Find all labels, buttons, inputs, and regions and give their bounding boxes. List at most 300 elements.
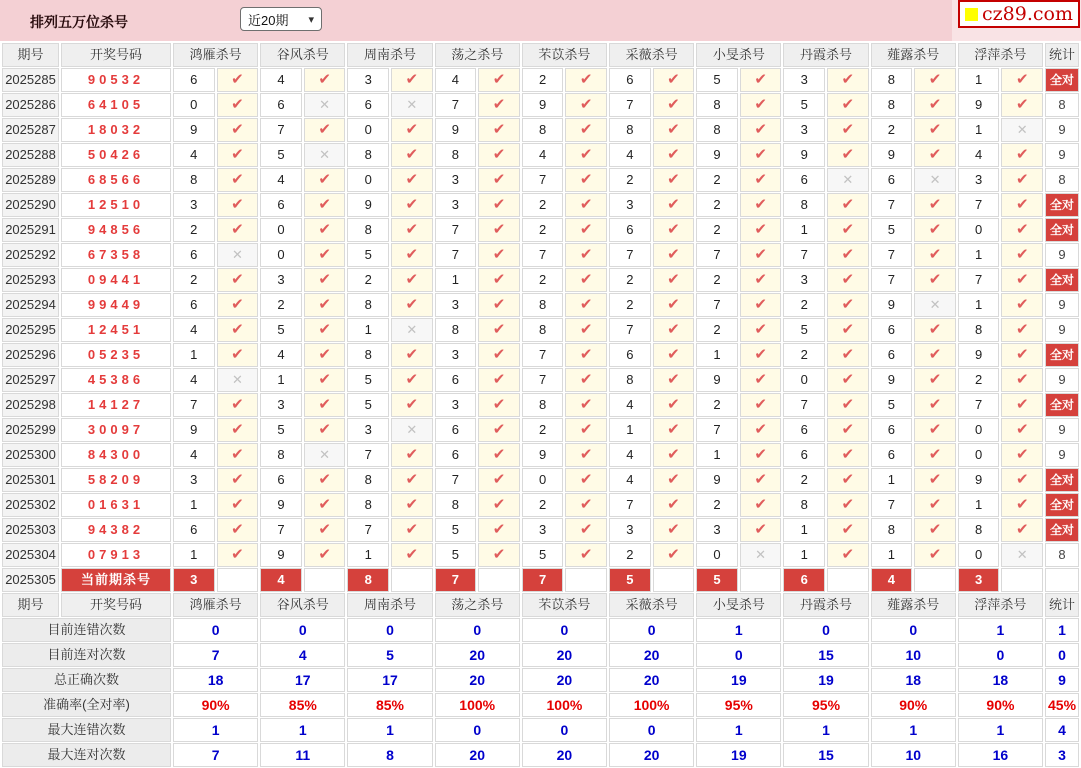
kill-mark-cell <box>1001 493 1043 517</box>
period-cell: 2025293 <box>2 268 59 292</box>
check-icon: ✔ <box>405 271 419 288</box>
kill-number-cell: 9 <box>260 493 302 517</box>
data-row <box>2 193 1079 217</box>
empty-mark-cell <box>304 568 346 592</box>
cross-icon: ✕ <box>929 297 941 312</box>
kill-number-cell: 2 <box>522 68 564 92</box>
kill-number-cell: 9 <box>958 468 1000 492</box>
data-row <box>2 543 1079 567</box>
kill-number-cell: 1 <box>347 543 389 567</box>
check-icon: ✔ <box>841 421 855 438</box>
check-icon: ✔ <box>231 271 244 288</box>
kill-number-cell: 0 <box>347 168 389 192</box>
kill-mark-cell <box>391 543 433 567</box>
kill-mark-cell <box>914 93 956 117</box>
kill-mark-cell <box>827 193 869 217</box>
check-icon: ✔ <box>492 521 506 538</box>
kill-number-cell: 9 <box>435 118 477 142</box>
empty-mark-cell <box>565 568 607 592</box>
check-icon: ✔ <box>492 196 506 213</box>
check-icon: ✔ <box>492 471 506 488</box>
kill-number-cell: 5 <box>347 368 389 392</box>
kill-number-cell: 8 <box>522 118 564 142</box>
check-icon: ✔ <box>1015 96 1029 113</box>
summary-value-cell: 1 <box>173 718 258 742</box>
kill-number-cell: 7 <box>347 443 389 467</box>
kill-mark-cell <box>914 143 956 167</box>
kill-mark-cell <box>565 168 607 192</box>
kill-mark-cell <box>478 193 520 217</box>
kill-number-cell: 9 <box>696 468 738 492</box>
kill-mark-cell <box>653 93 695 117</box>
kill-mark-cell <box>304 268 346 292</box>
kill-number-cell: 9 <box>260 543 302 567</box>
kill-mark-cell <box>653 218 695 242</box>
check-icon: ✔ <box>231 296 244 313</box>
check-icon: ✔ <box>492 271 506 288</box>
check-icon: ✔ <box>928 146 942 163</box>
kill-mark-cell <box>391 243 433 267</box>
summary-value-cell: 16 <box>958 743 1043 767</box>
kill-number-cell: 8 <box>347 468 389 492</box>
topbar <box>0 0 1081 41</box>
kill-number-cell: 6 <box>871 343 913 367</box>
period-cell: 2025287 <box>2 118 59 142</box>
current-kill-number-cell: 5 <box>696 568 738 592</box>
check-icon: ✔ <box>754 96 767 113</box>
kill-mark-cell <box>740 343 782 367</box>
summary-value-cell: 100% <box>609 693 694 717</box>
check-icon: ✔ <box>492 121 506 138</box>
kill-number-cell: 1 <box>783 218 825 242</box>
stat-all-correct-badge: 全对 <box>1045 68 1079 92</box>
summary-value-cell: 1 <box>871 718 956 742</box>
check-icon: ✔ <box>492 221 506 238</box>
check-icon: ✔ <box>579 346 593 363</box>
kill-number-cell: 6 <box>871 318 913 342</box>
kill-mark-cell <box>391 493 433 517</box>
kill-number-cell: 7 <box>609 93 651 117</box>
kill-mark-cell <box>827 493 869 517</box>
check-icon: ✔ <box>841 196 855 213</box>
kill-mark-cell <box>827 318 869 342</box>
summary-value-cell: 20 <box>435 668 520 692</box>
check-icon: ✔ <box>841 546 855 563</box>
check-icon: ✔ <box>928 396 942 413</box>
kill-number-cell: 6 <box>783 443 825 467</box>
check-icon: ✔ <box>754 146 767 163</box>
kill-number-cell: 8 <box>435 318 477 342</box>
kill-number-cell: 8 <box>522 293 564 317</box>
check-icon: ✔ <box>841 96 855 113</box>
kill-number-cell: 2 <box>696 393 738 417</box>
check-icon: ✔ <box>928 421 942 438</box>
kill-number-cell: 6 <box>173 518 215 542</box>
kill-number-cell: 4 <box>609 443 651 467</box>
check-icon: ✔ <box>492 146 506 163</box>
column-header: 小旻杀号 <box>696 43 781 67</box>
kill-number-cell: 7 <box>783 393 825 417</box>
draw-code-cell: 07913 <box>61 543 171 567</box>
kill-number-cell: 3 <box>173 468 215 492</box>
kill-mark-cell <box>391 518 433 542</box>
check-icon: ✔ <box>318 396 331 413</box>
kill-mark-cell <box>478 118 520 142</box>
check-icon: ✔ <box>579 271 593 288</box>
kill-number-cell: 9 <box>347 193 389 217</box>
kill-mark-cell <box>914 443 956 467</box>
kill-number-cell: 2 <box>347 268 389 292</box>
kill-number-cell: 1 <box>260 368 302 392</box>
kill-mark-cell <box>304 193 346 217</box>
check-icon: ✔ <box>318 221 331 238</box>
kill-mark-cell <box>565 468 607 492</box>
summary-value-cell: 20 <box>522 743 607 767</box>
summary-value-cell: 0 <box>173 618 258 642</box>
cross-icon: ✕ <box>231 247 243 262</box>
check-icon: ✔ <box>405 396 419 413</box>
check-icon: ✔ <box>928 471 942 488</box>
kill-number-cell: 6 <box>173 293 215 317</box>
check-icon: ✔ <box>405 221 419 238</box>
check-icon: ✔ <box>754 321 767 338</box>
check-icon: ✔ <box>492 446 506 463</box>
data-row <box>2 268 1079 292</box>
kill-mark-cell <box>1001 443 1043 467</box>
kill-mark-cell <box>304 468 346 492</box>
empty-mark-cell <box>740 568 782 592</box>
kill-mark-cell <box>391 368 433 392</box>
period-cell: 2025295 <box>2 318 59 342</box>
check-icon: ✔ <box>318 546 331 563</box>
kill-mark-cell <box>304 518 346 542</box>
current-kill-number-cell: 3 <box>173 568 215 592</box>
kill-mark-cell <box>478 318 520 342</box>
kill-mark-cell <box>478 518 520 542</box>
kill-mark-cell <box>478 368 520 392</box>
check-icon: ✔ <box>405 346 419 363</box>
kill-number-cell: 5 <box>783 318 825 342</box>
kill-number-cell: 5 <box>347 243 389 267</box>
column-header: 采薇杀号 <box>609 43 694 67</box>
check-icon: ✔ <box>318 171 331 188</box>
kill-number-cell: 2 <box>696 168 738 192</box>
check-icon: ✔ <box>405 71 419 88</box>
column-header: 芣苡杀号 <box>522 593 607 617</box>
kill-number-cell: 5 <box>260 318 302 342</box>
check-icon: ✔ <box>754 421 767 438</box>
kill-mark-cell <box>1001 543 1043 567</box>
kill-number-cell: 8 <box>783 493 825 517</box>
kill-mark-cell <box>653 243 695 267</box>
kill-number-cell: 6 <box>260 468 302 492</box>
kill-mark-cell <box>653 68 695 92</box>
check-icon: ✔ <box>754 346 767 363</box>
kill-number-cell: 7 <box>522 343 564 367</box>
kill-mark-cell <box>565 493 607 517</box>
check-icon: ✔ <box>492 321 506 338</box>
kill-mark-cell <box>1001 318 1043 342</box>
kill-mark-cell <box>1001 118 1043 142</box>
check-icon: ✔ <box>318 71 331 88</box>
kill-number-cell: 3 <box>522 518 564 542</box>
kill-number-cell: 8 <box>347 493 389 517</box>
logo-text: cz89.com <box>982 3 1073 25</box>
check-icon: ✔ <box>405 471 419 488</box>
kill-mark-cell <box>217 418 259 442</box>
kill-mark-cell <box>478 543 520 567</box>
kill-number-cell: 8 <box>347 218 389 242</box>
kill-mark-cell <box>565 143 607 167</box>
kill-number-cell: 6 <box>609 218 651 242</box>
column-header: 采薇杀号 <box>609 593 694 617</box>
kill-number-cell: 9 <box>522 93 564 117</box>
kill-mark-cell <box>740 268 782 292</box>
kill-mark-cell <box>217 393 259 417</box>
kill-number-cell: 8 <box>609 368 651 392</box>
check-icon: ✔ <box>579 246 593 263</box>
kill-mark-cell <box>304 168 346 192</box>
kill-mark-cell <box>1001 343 1043 367</box>
kill-mark-cell <box>304 293 346 317</box>
stat-all-correct-badge: 全对 <box>1045 218 1079 242</box>
summary-value-cell: 1 <box>958 718 1043 742</box>
kill-number-cell: 8 <box>522 393 564 417</box>
kill-number-cell: 0 <box>783 368 825 392</box>
kill-number-cell: 7 <box>435 93 477 117</box>
check-icon: ✔ <box>928 71 942 88</box>
column-header: 统计 <box>1045 593 1079 617</box>
check-icon: ✔ <box>754 296 767 313</box>
kill-mark-cell <box>653 393 695 417</box>
kill-mark-cell <box>740 468 782 492</box>
kill-mark-cell <box>827 518 869 542</box>
check-icon: ✔ <box>928 446 942 463</box>
kill-number-cell: 0 <box>958 443 1000 467</box>
check-icon: ✔ <box>1015 471 1029 488</box>
summary-value-cell: 1 <box>958 618 1043 642</box>
check-icon: ✔ <box>928 496 942 513</box>
kill-number-cell: 0 <box>958 418 1000 442</box>
kill-mark-cell <box>740 293 782 317</box>
summary-value-cell: 0 <box>347 618 432 642</box>
kill-mark-cell <box>565 318 607 342</box>
kill-mark-cell <box>1001 268 1043 292</box>
check-icon: ✔ <box>1015 271 1029 288</box>
check-icon: ✔ <box>841 296 855 313</box>
check-icon: ✔ <box>667 321 680 338</box>
column-header: 荡之杀号 <box>435 593 520 617</box>
kill-number-cell: 2 <box>696 493 738 517</box>
kill-mark-cell <box>217 168 259 192</box>
summary-value-cell: 18 <box>958 668 1043 692</box>
check-icon: ✔ <box>667 296 680 313</box>
kill-mark-cell <box>391 418 433 442</box>
kill-number-cell: 7 <box>871 268 913 292</box>
summary-value-cell: 4 <box>260 643 345 667</box>
check-icon: ✔ <box>579 296 593 313</box>
range-select-value: 近20期 <box>248 12 289 28</box>
kill-mark-cell <box>391 168 433 192</box>
summary-value-cell: 0 <box>522 618 607 642</box>
kill-number-cell: 6 <box>609 343 651 367</box>
kill-number-cell: 7 <box>435 243 477 267</box>
kill-mark-cell <box>565 293 607 317</box>
kill-number-cell: 7 <box>696 243 738 267</box>
kill-number-cell: 7 <box>522 368 564 392</box>
check-icon: ✔ <box>231 446 244 463</box>
kill-mark-cell <box>478 393 520 417</box>
kill-number-cell: 7 <box>958 193 1000 217</box>
check-icon: ✔ <box>405 546 419 563</box>
kill-number-cell: 2 <box>958 368 1000 392</box>
check-icon: ✔ <box>1015 171 1029 188</box>
kill-number-cell: 2 <box>696 318 738 342</box>
check-icon: ✔ <box>928 221 942 238</box>
current-kill-number-cell: 4 <box>871 568 913 592</box>
data-row <box>2 393 1079 417</box>
summary-value-cell: 18 <box>871 668 956 692</box>
empty-stat-cell <box>1045 568 1079 592</box>
check-icon: ✔ <box>754 121 767 138</box>
kill-mark-cell <box>740 493 782 517</box>
kill-number-cell: 9 <box>696 143 738 167</box>
check-icon: ✔ <box>492 71 506 88</box>
data-row <box>2 93 1079 117</box>
stat-all-correct-badge: 全对 <box>1045 493 1079 517</box>
kill-mark-cell <box>1001 293 1043 317</box>
check-icon: ✔ <box>1015 146 1029 163</box>
kill-mark-cell <box>217 543 259 567</box>
kill-number-cell: 0 <box>173 93 215 117</box>
check-icon: ✔ <box>231 421 244 438</box>
kill-mark-cell <box>827 243 869 267</box>
column-header: 丹霞杀号 <box>783 593 868 617</box>
kill-number-cell: 7 <box>696 293 738 317</box>
kill-number-cell: 4 <box>958 143 1000 167</box>
kill-number-cell: 1 <box>958 118 1000 142</box>
kill-mark-cell <box>914 243 956 267</box>
kill-number-cell: 7 <box>435 218 477 242</box>
kill-number-cell: 3 <box>435 393 477 417</box>
kill-mark-cell <box>391 468 433 492</box>
kill-mark-cell <box>217 193 259 217</box>
check-icon: ✔ <box>1015 221 1029 238</box>
kill-mark-cell <box>653 493 695 517</box>
kill-mark-cell <box>740 93 782 117</box>
kill-number-cell: 2 <box>260 293 302 317</box>
check-icon: ✔ <box>1015 196 1029 213</box>
kill-mark-cell <box>478 268 520 292</box>
check-icon: ✔ <box>841 521 855 538</box>
summary-value-cell: 7 <box>173 643 258 667</box>
kill-number-cell: 6 <box>260 193 302 217</box>
kill-number-cell: 5 <box>435 543 477 567</box>
kill-mark-cell <box>653 518 695 542</box>
check-icon: ✔ <box>492 371 506 388</box>
kill-number-cell: 2 <box>696 268 738 292</box>
summary-value-cell: 0 <box>435 618 520 642</box>
kill-number-cell: 9 <box>173 118 215 142</box>
column-header: 统计 <box>1045 43 1079 67</box>
kill-number-cell: 6 <box>435 368 477 392</box>
summary-label-cell: 准确率(全对率) <box>2 693 171 717</box>
kill-number-cell: 3 <box>783 68 825 92</box>
kill-mark-cell <box>1001 93 1043 117</box>
summary-value-cell: 5 <box>347 643 432 667</box>
kill-number-cell: 5 <box>871 218 913 242</box>
kill-mark-cell <box>1001 418 1043 442</box>
check-icon: ✔ <box>667 121 680 138</box>
check-icon: ✔ <box>1015 296 1029 313</box>
summary-value-cell: 17 <box>260 668 345 692</box>
check-icon: ✔ <box>928 521 942 538</box>
kill-number-cell: 8 <box>958 518 1000 542</box>
kill-mark-cell <box>740 518 782 542</box>
kill-mark-cell <box>478 68 520 92</box>
summary-total-cell: 9 <box>1045 668 1079 692</box>
kill-number-cell: 9 <box>871 143 913 167</box>
stat-all-correct-badge: 全对 <box>1045 193 1079 217</box>
logo-square-icon <box>965 8 978 21</box>
check-icon: ✔ <box>231 346 244 363</box>
kill-mark-cell <box>740 418 782 442</box>
summary-value-cell: 20 <box>609 643 694 667</box>
kill-number-cell: 5 <box>435 518 477 542</box>
kill-number-cell: 4 <box>173 443 215 467</box>
check-icon: ✔ <box>667 221 680 238</box>
stat-all-correct-badge: 全对 <box>1045 268 1079 292</box>
kill-number-cell: 1 <box>783 518 825 542</box>
kill-mark-cell <box>478 343 520 367</box>
kill-mark-cell <box>653 193 695 217</box>
check-icon: ✔ <box>231 96 244 113</box>
range-select[interactable] <box>240 7 322 31</box>
kill-number-cell: 2 <box>783 293 825 317</box>
kill-mark-cell <box>827 418 869 442</box>
summary-value-cell: 90% <box>958 693 1043 717</box>
kill-number-cell: 4 <box>609 393 651 417</box>
kill-number-cell: 0 <box>347 118 389 142</box>
check-icon: ✔ <box>1015 396 1029 413</box>
summary-value-cell: 0 <box>435 718 520 742</box>
cross-icon: ✕ <box>842 172 854 187</box>
kill-mark-cell <box>304 443 346 467</box>
summary-row <box>2 668 1079 692</box>
kill-mark-cell <box>565 243 607 267</box>
kill-mark-cell <box>478 493 520 517</box>
kill-number-cell: 2 <box>609 543 651 567</box>
site-logo[interactable] <box>958 0 1080 28</box>
kill-number-cell: 9 <box>958 343 1000 367</box>
kill-number-cell: 9 <box>522 443 564 467</box>
kill-number-cell: 8 <box>696 93 738 117</box>
kill-number-cell: 5 <box>783 93 825 117</box>
kill-number-cell: 8 <box>609 118 651 142</box>
check-icon: ✔ <box>405 121 419 138</box>
check-icon: ✔ <box>754 446 767 463</box>
kill-mark-cell <box>914 493 956 517</box>
kill-mark-cell <box>740 393 782 417</box>
check-icon: ✔ <box>492 496 506 513</box>
kill-number-cell: 3 <box>347 418 389 442</box>
empty-mark-cell <box>391 568 433 592</box>
kill-number-cell: 8 <box>173 168 215 192</box>
check-icon: ✔ <box>579 321 593 338</box>
kill-number-cell: 6 <box>347 93 389 117</box>
column-header: 浮萍杀号 <box>958 593 1043 617</box>
column-header: 期号 <box>2 43 59 67</box>
